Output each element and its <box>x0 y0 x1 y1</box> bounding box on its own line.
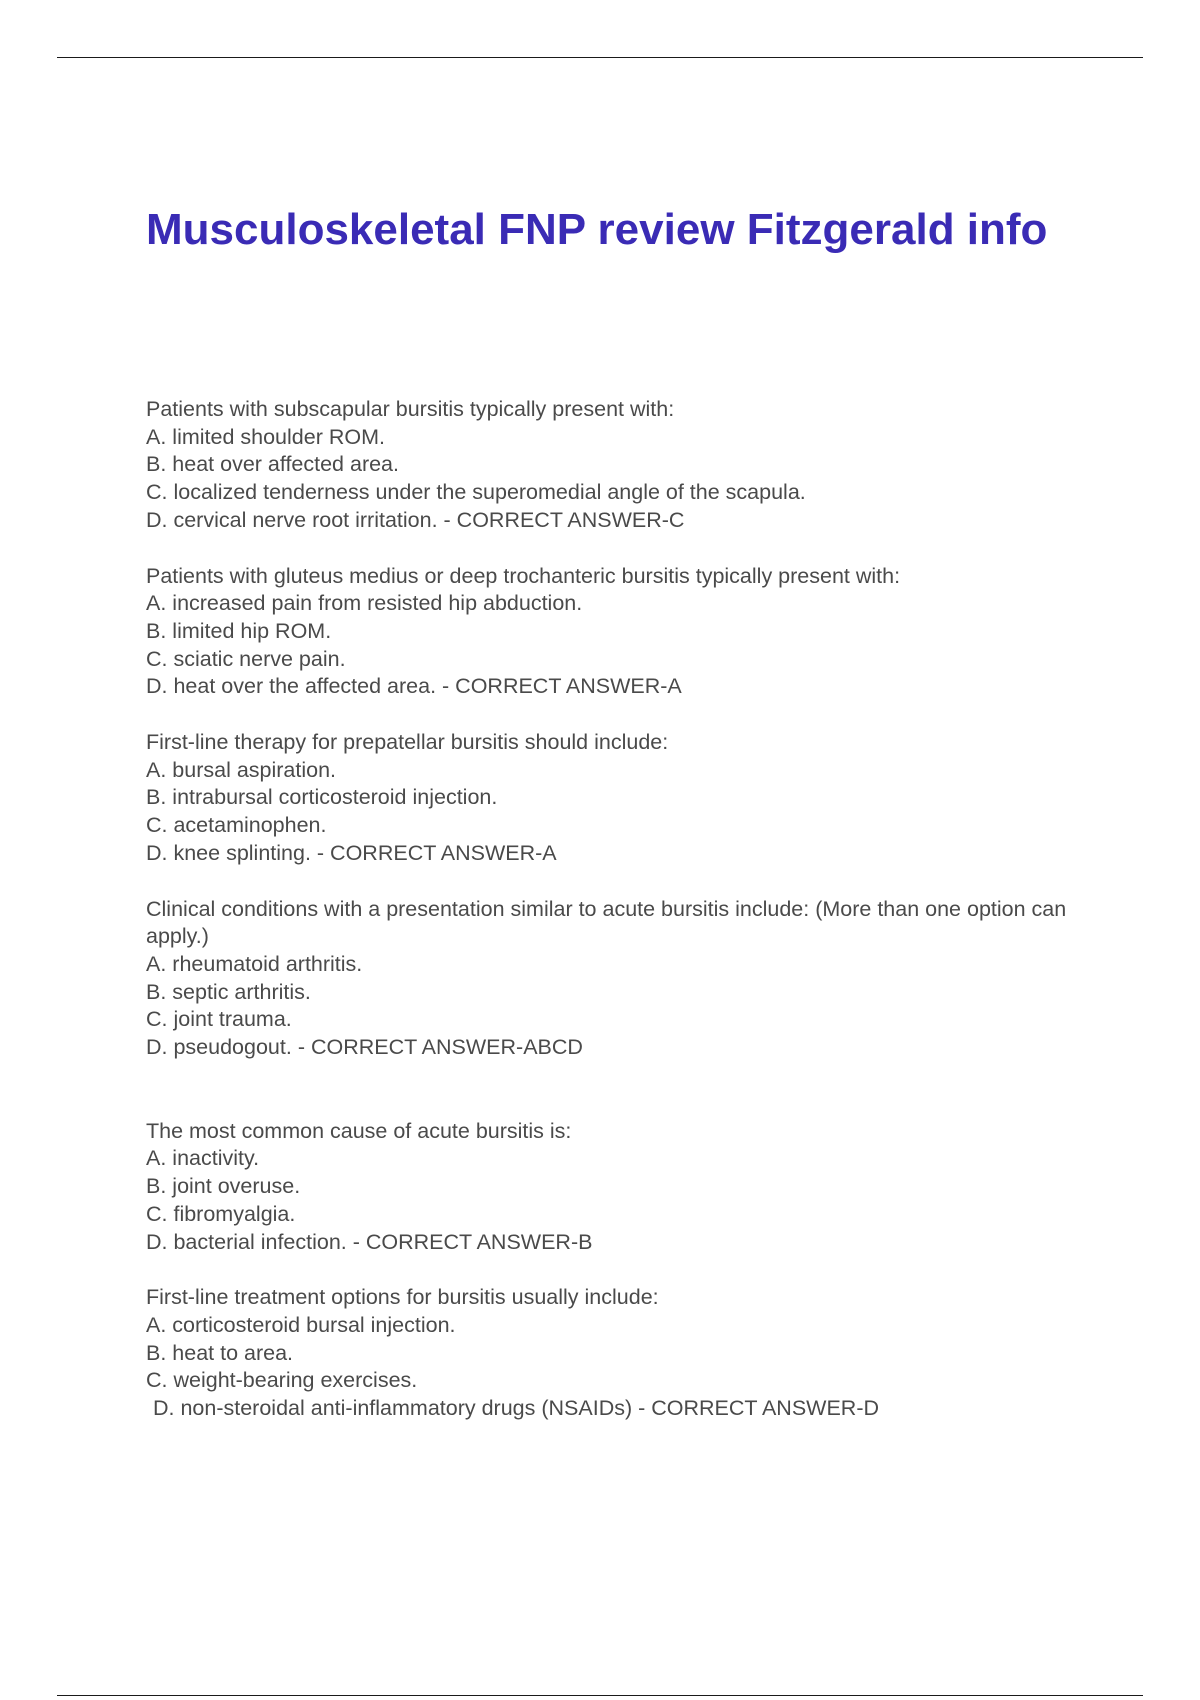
question-prompt: Clinical conditions with a presentation similar to acute bursitis include: (More than one option can apply.) <box>146 896 1067 949</box>
option-c: C. fibromyalgia. <box>146 1201 296 1226</box>
option-a: A. limited shoulder ROM. <box>146 424 385 449</box>
option-a: A. corticosteroid bursal injection. <box>146 1312 456 1337</box>
option-b: B. septic arthritis. <box>146 979 311 1004</box>
question-block <box>146 729 1086 868</box>
option-d: D. pseudogout. <box>146 1035 292 1060</box>
option-d-with-answer <box>146 1395 1086 1423</box>
question-prompt: First-line therapy for prepatellar bursitis should include: <box>146 730 669 755</box>
question-prompt: Patients with gluteus medius or deep trochanteric bursitis typically present with: <box>146 563 901 588</box>
option-d-with-answer <box>146 673 1086 701</box>
correct-answer: - CORRECT ANSWER-A <box>442 674 682 699</box>
question-block <box>146 896 1086 1062</box>
option-d-with-answer <box>146 1229 1086 1257</box>
question-block <box>146 1118 1086 1257</box>
option-d: D. non-steroidal anti-inflammatory drugs (NSAIDs) <box>153 1396 633 1421</box>
question-prompt: First-line treatment options for bursitis usually include: <box>146 1285 659 1310</box>
document-title: Musculoskeletal FNP review Fitzgerald info <box>146 205 1048 254</box>
header-rule <box>57 57 1143 58</box>
option-d: D. bacterial infection. <box>146 1229 347 1254</box>
option-b: B. intrabursal corticosteroid injection. <box>146 785 498 810</box>
option-c: C. acetaminophen. <box>146 813 327 838</box>
option-a: A. bursal aspiration. <box>146 757 337 782</box>
option-d: D. heat over the affected area. <box>146 674 437 699</box>
question-prompt: Patients with subscapular bursitis typically present with: <box>146 397 675 421</box>
option-b: B. heat to area. <box>146 1340 294 1365</box>
correct-answer: - CORRECT ANSWER-A <box>316 840 557 865</box>
option-a: A. increased pain from resisted hip abduction. <box>146 591 583 616</box>
correct-answer: - CORRECT ANSWER-C <box>443 507 685 532</box>
option-c: C. joint trauma. <box>146 1007 292 1032</box>
option-a: A. rheumatoid arthritis. <box>146 951 363 976</box>
question-list <box>146 396 1086 1423</box>
footer-rule <box>57 1695 1143 1696</box>
option-c: C. localized tenderness under the superomedial angle of the scapula. <box>146 480 806 505</box>
option-a: A. inactivity. <box>146 1146 260 1171</box>
option-b: B. heat over affected area. <box>146 452 399 477</box>
question-prompt: The most common cause of acute bursitis is: <box>146 1118 572 1143</box>
question-block <box>146 1284 1086 1423</box>
option-d-with-answer <box>146 1034 1086 1062</box>
option-c: C. sciatic nerve pain. <box>146 646 346 671</box>
option-b: B. joint overuse. <box>146 1174 301 1199</box>
option-d-with-answer <box>146 507 1086 535</box>
option-d-with-answer <box>146 840 1086 868</box>
correct-answer: - CORRECT ANSWER-ABCD <box>297 1035 583 1060</box>
option-b: B. limited hip ROM. <box>146 618 332 643</box>
option-c: C. weight-bearing exercises. <box>146 1368 418 1393</box>
correct-answer: - CORRECT ANSWER-D <box>638 1396 880 1421</box>
option-d: D. knee splinting. <box>146 840 311 865</box>
option-d: D. cervical nerve root irritation. <box>146 507 438 532</box>
question-block <box>146 563 1086 702</box>
question-block <box>146 396 1086 535</box>
correct-answer: - CORRECT ANSWER-B <box>352 1229 593 1254</box>
